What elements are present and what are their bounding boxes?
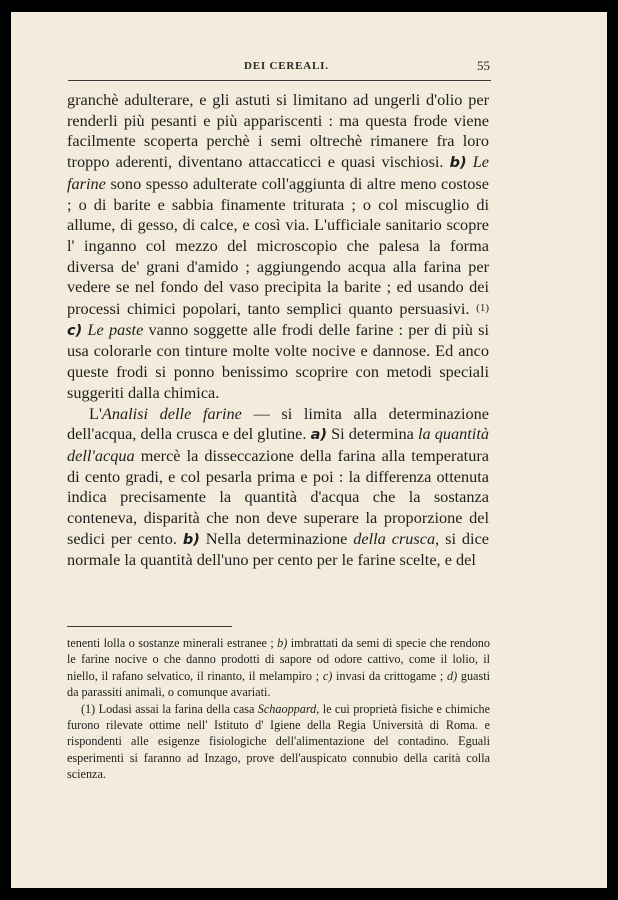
list-marker-b: b) (449, 155, 467, 172)
term-della-crusca: della crusca (353, 528, 436, 548)
footnote-1: (1) Lodasi assai la farina della casa Schaoppard, le cui proprietà fisiche e chimiche furono rilevate ottime nell' Istituto d' Igiene della Regia Università di Roma. e rispondenti alle esigenze fisiologiche dell'alimentazione del contadino. Eguali esperimenti si faranno ad Inzago, prove dell'auspicato connubio della carità colla scienza. (67, 701, 490, 782)
term-schaoppard: Schaoppard, (257, 701, 320, 716)
header-rule (68, 80, 491, 81)
book-page (11, 12, 607, 888)
page-number: 55 (477, 58, 490, 73)
list-marker-a: a) (310, 427, 327, 444)
running-title: DEI CEREALI. (244, 60, 329, 72)
term-analisi-farine: Analisi delle farine (101, 403, 242, 423)
footnote-marker-c: c) (322, 668, 333, 683)
term-le-paste: Le paste (87, 319, 144, 339)
list-marker-c: c) (67, 322, 83, 339)
paragraph-adulterazioni: granchè adulterare, e gli astuti si limitano ad ungerli d'olio per renderli più pesanti e più appariscenti : ma questa frode viene facilmente scoperta perchè i semi oltrechè rimanere fra loro troppo aderenti, diventano attaccaticci e quasi vischiosi. b) Le farine sono spesso adulterate coll'aggiunta di altre meno costose ; o di barite e sabbia finamente triturata ; o col miscuglio di allume, di gesso, di calce, e così via. L'ufficiale sanitario scopre l' inganno col mezzo del microscopio che palesa la forma diversa de' grani d'amido ; aggiungendo acqua alla farina per vedere se nel fondo del vaso precipita la barite ; ed usando dei processi chimici popolari, tanto semplici quanto persuasivi. $^{(1)}$ c) Le paste vanno soggette alle frodi delle farine : per di più si usa colorarle con tinture molte volte nocive e dannose. Ed anco queste frodi si ponno benissimo scoprire con metodi speciali suggeriti dalla chimica. (67, 90, 490, 402)
footnote-rule (67, 626, 232, 627)
page-header (66, 60, 501, 80)
footnote-marker-b: b) (277, 636, 288, 650)
main-text (67, 90, 489, 571)
term-le-farine: Le farine (67, 152, 489, 193)
list-marker-b-2: b) (182, 531, 200, 548)
paragraph-analisi: L'Analisi delle farine — si limita alla determinazione dell'acqua, della crusca e del glutine. a) Si determina la quantità dell'acqua mercè la disseccazione della farina alla temperatura di cento gradi, e col pesarla prima e poi : la differenza ottenuta indica precisamente la quantità d'acqua che la sostanza conteneva, disparità che non deve superare la proporzione del sedici per cento. b) Nella determinazione della crusca, si dice normale la quantità dell'uno per cento per le farine scelte, e del (67, 403, 490, 570)
footnotes (67, 626, 490, 783)
footnote-continued: tenenti lolla o sostanze minerali estranee ; b) imbrattati da semi di specie che rendono le farine nocive o che danno prodotti di sapore od odore cattivo, come il lolio, il niello, il rafano selvatico, il rinanto, il melampiro ; c) invasi da crittogame ; d) guasti da parassiti animali, o comunque avariati. (67, 636, 490, 700)
term-quantita-acqua: la quantità dell'acqua (67, 424, 489, 465)
footnote-marker-d: d) (447, 668, 458, 683)
footnote-reference: (1) (476, 302, 489, 315)
